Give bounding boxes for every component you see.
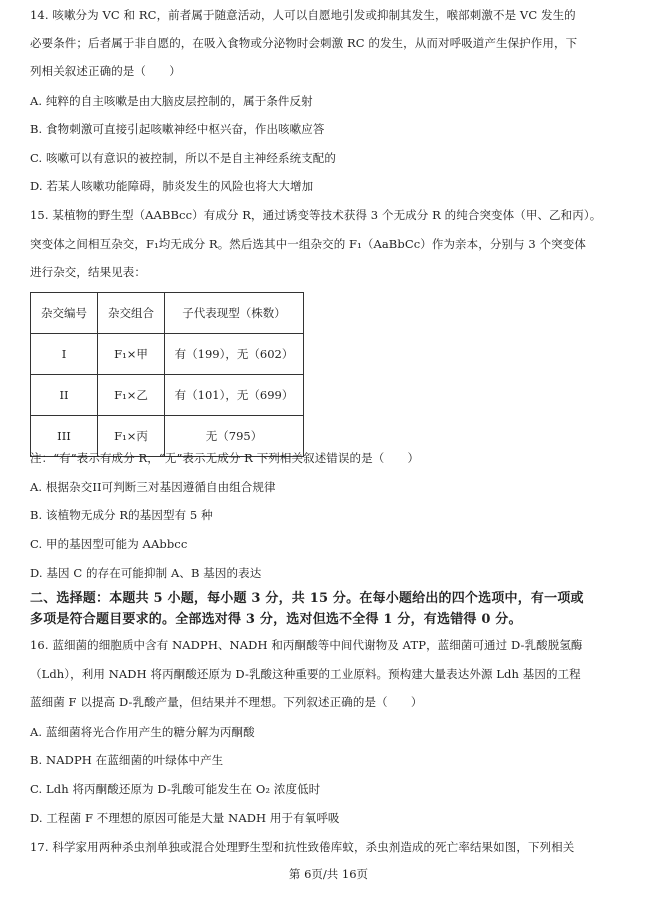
table-header-row <box>31 293 304 334</box>
table-cell: F₁×丙 <box>98 416 165 457</box>
q14-option-a: A. 纯粹的自主咳嗽是由大脑皮层控制的，属于条件反射 <box>30 94 313 108</box>
q16-option-a: A. 蓝细菌将光合作用产生的糖分解为丙酮酸 <box>30 725 255 739</box>
table-cell: 有（199），无（602） <box>165 334 304 375</box>
q15-note: 注：“有”表示有成分 R，“无”表示无成分 R 下列相关叙述错误的是（ ） <box>30 451 420 465</box>
q16-stem-line-2: （Ldh），利用 NADH 将丙酮酸还原为 D-乳酸这种重要的工业原料。预构建大量表达外源 Ldh 基因的工程 <box>30 667 581 681</box>
q14-option-c: C. 咳嗽可以有意识的被控制，所以不是自主神经系统支配的 <box>30 151 336 165</box>
q16-option-d: D. 工程菌 F 不理想的原因可能是大量 NADH 用于有氧呼吸 <box>30 811 340 825</box>
q15-stem-line-2: 突变体之间相互杂交，F₁均无成分 R。然后选其中一组杂交的 F₁（AaBbCc）作为亲本，分别与 3 个突变体 <box>30 237 586 251</box>
q16-stem-line-3: 蓝细菌 F 以提高 D-乳酸产量，但结果并不理想。下列叙述正确的是（ ） <box>30 695 423 709</box>
q14-option-b: B. 食物刺激可直接引起咳嗽神经中枢兴奋，作出咳嗽应答 <box>30 122 325 136</box>
table-cell: 有（101），无（699） <box>165 375 304 416</box>
table-cell: 无（795） <box>165 416 304 457</box>
section-heading-line-2: 多项是符合题目要求的。全部选对得 3 分，选对但选不全得 1 分，有选错得 0 分。 <box>30 612 522 627</box>
q15-option-b: B. 该植物无成分 R的基因型有 5 种 <box>30 508 213 522</box>
q16-stem-line-1: 16. 蓝细菌的细胞质中含有 NADPH、NADH 和丙酮酸等中间代谢物及 ATP，蓝细菌可通过 D-乳酸脱氢酶 <box>30 638 583 652</box>
table-row <box>31 334 304 375</box>
table-cell: II <box>31 375 98 416</box>
q17-stem-line-1: 17. 科学家用两种杀虫剂单独或混合处理野生型和抗性致倦库蚊，杀虫剂造成的死亡率结果如图，下列相关 <box>30 840 575 854</box>
table-cell: I <box>31 334 98 375</box>
q14-stem-line-2: 必要条件；后者属于非自愿的，在吸入食物或分泌物时会刺激 RC 的发生，从而对呼吸道产生保护作用，下 <box>30 36 578 50</box>
q16-option-b: B. NADPH 在蓝细菌的叶绿体中产生 <box>30 753 224 767</box>
q15-stem-line-3: 进行杂交，结果见表： <box>30 265 146 279</box>
q15-option-c: C. 甲的基因型可能为 AAbbcc <box>30 537 188 551</box>
table-cell: III <box>31 416 98 457</box>
q15-stem-line-1: 15. 某植物的野生型（AABBcc）有成分 R，通过诱变等技术获得 3 个无成分 R 的纯合突变体（甲、乙和丙）。 <box>30 208 602 222</box>
cross-results-table <box>30 292 304 457</box>
q14-stem-line-1: 14. 咳嗽分为 VC 和 RC，前者属于随意活动，人可以自愿地引发或抑制其发生，喉部刺激不是 VC 发生的 <box>30 8 576 22</box>
table-row <box>31 375 304 416</box>
q15-option-d: D. 基因 C 的存在可能抑制 A、B 基因的表达 <box>30 566 262 580</box>
table-cell: F₁×甲 <box>98 334 165 375</box>
page-number: 第 6页/共 16页 <box>288 867 369 881</box>
q14-stem-line-3: 列相关叙述正确的是（ ） <box>30 64 181 78</box>
table-cell: F₁×乙 <box>98 375 165 416</box>
section-heading-line-1: 二、选择题：本题共 5 小题，每小题 3 分，共 15 分。在每小题给出的四个选项中，有一项或 <box>30 591 584 606</box>
table-header-cell: 杂交编号 <box>31 293 98 334</box>
q14-option-d: D. 若某人咳嗽功能障碍，肺炎发生的风险也将大大增加 <box>30 179 314 193</box>
table-header-cell: 子代表现型（株数） <box>165 293 304 334</box>
table-header-cell: 杂交组合 <box>98 293 165 334</box>
q16-option-c: C. Ldh 将丙酮酸还原为 D-乳酸可能发生在 O₂ 浓度低时 <box>30 782 321 796</box>
q15-option-a: A. 根据杂交II可判断三对基因遵循自由组合规律 <box>30 480 276 494</box>
